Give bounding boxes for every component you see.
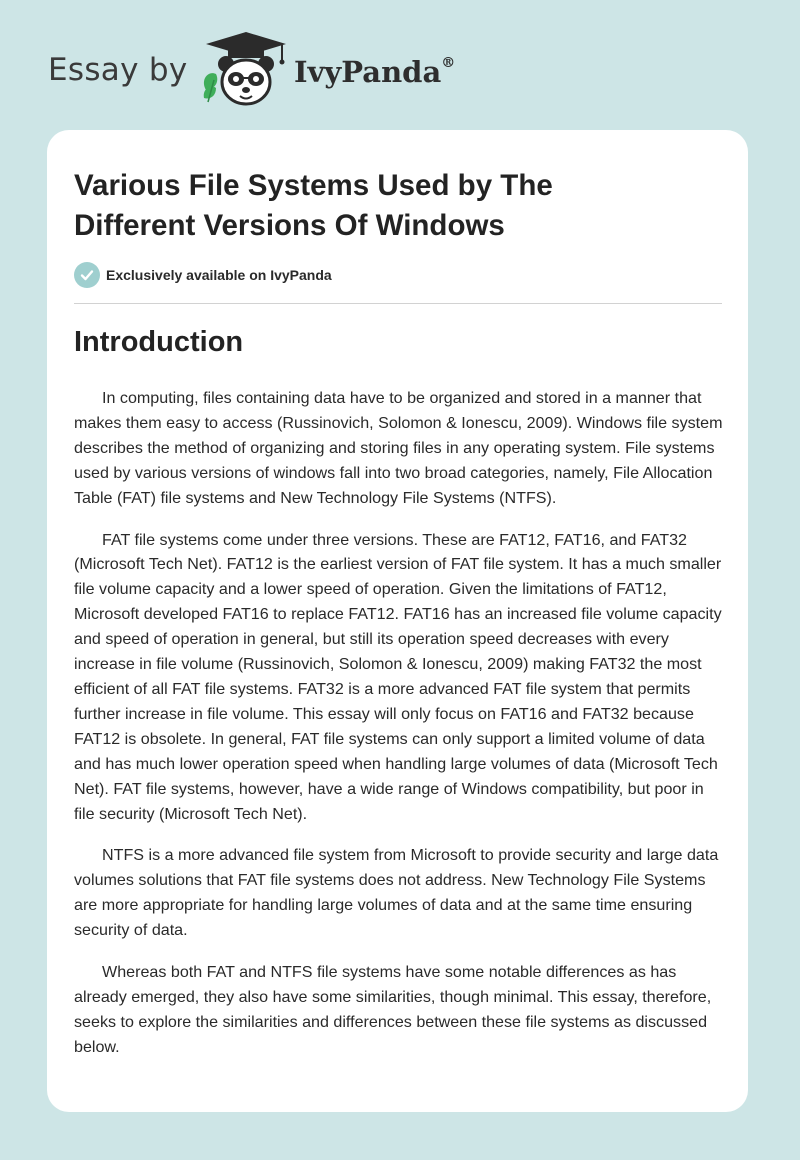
essay-card — [47, 130, 748, 1112]
essay-body — [74, 386, 724, 1077]
paragraph: Whereas both FAT and NTFS file systems have some notable differences as has already emerged, they also have some similarities, though minimal. This essay, therefore, seeks to explore the similarities and differences between these file systems as discussed below. — [74, 963, 712, 1056]
divider — [74, 303, 722, 304]
section-heading: Introduction — [74, 326, 244, 358]
exclusive-badge-label: Exclusively available on IvyPanda — [106, 267, 332, 283]
essay-title: Various File Systems Used by The Different Versions Of Windows — [74, 169, 553, 242]
paragraph: NTFS is a more advanced file system from Microsoft to provide security and large data volumes solutions that FAT file systems does not address. New Technology File Systems are more appropriate for handling large volumes of data and at the same time ensuring security of data. — [74, 846, 719, 940]
essay-by-label: Essay by — [48, 52, 188, 88]
paragraph: In computing, files containing data have to be organized and stored in a manner that makes them easy to access (Russinovich, Solomon & Ionescu, 2009). Windows file system describes the method of organizing and storing files in any operating system. File systems used by various versions of windows fall into two broad categories, namely, File Allocation Table (FAT) file systems and New Technology File Systems (NTFS). — [74, 389, 723, 507]
check-icon — [74, 262, 100, 288]
site-header — [48, 30, 548, 110]
brand-name[interactable]: IvyPanda® — [294, 55, 456, 89]
exclusive-badge — [74, 262, 332, 288]
panda-logo-icon[interactable] — [198, 30, 290, 110]
paragraph: FAT file systems come under three versions. These are FAT12, FAT16, and FAT32 (Microsoft Tech Net). FAT12 is the earliest version of FAT file system. It has a much smaller file volume capacity and a lower speed of operation. Given the limitations of FAT12, Microsoft developed FAT16 to replace FAT12. FAT16 has an increased file volume capacity and speed of operation in general, but still its operation speed decreases with every increase in file volume (Russinovich, Solomon & Ionescu, 2009) making FAT32 the most efficient of all FAT file systems. FAT32 is a more advanced FAT file system that permits further increase in file volume. This essay will only focus on FAT16 and FAT32 because FAT12 is obsolete. In general, FAT file systems can only support a limited volume of data and has much lower operation speed when handling large volumes of data (Microsoft Tech Net). FAT file systems, however, have a wide range of Windows compatibility, but poor in file security (Microsoft Tech Net). — [74, 530, 722, 823]
